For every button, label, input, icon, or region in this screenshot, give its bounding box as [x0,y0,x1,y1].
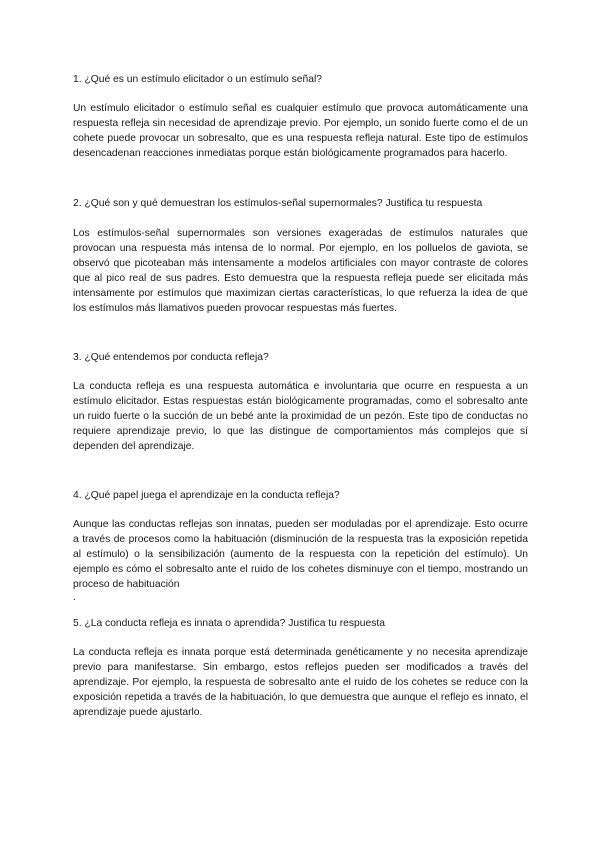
question-3-heading: 3. ¿Qué entendemos por conducta refleja? [73,352,269,363]
question-4-heading: 4. ¿Qué papel juega el aprendizaje en la conducta refleja? [73,490,340,501]
answer-1-paragraph: Un estímulo elicitador o estímulo señal es cualquier estímulo que provoca automáticamente una respuesta refleja sin necesidad de aprendizaje previo. Por ejemplo, un sonido fuerte como el de un cohete puede provocar un sobresalto, que es una respuesta refleja natural. Este tipo de estímulos desencadenan reacciones inmediatas porque están biológicamente programados para hacerlo. [73,103,528,159]
question-1-heading: 1. ¿Qué es un estímulo elicitador o un estímulo señal? [73,74,322,85]
answer-3-paragraph: La conducta refleja es una respuesta automática e involuntaria que ocurre en respuesta a un estímulo elicitador. Estas respuestas están biológicamente programadas, como el sobresalto ante un ruido fuerte o la succión de un bebé ante la proximidad de un pezón. Este tipo de conductas no requiere aprendizaje previo, lo que las distingue de comportamientos más complejos que sí dependen del aprendizaje. [73,381,528,452]
answer-5-paragraph: La conducta refleja es innata porque está determinada genéticamente y no necesita aprendizaje previo para manifestarse. Sin embargo, estos reflejos pueden ser modificados a través del aprendizaje. Por ejemplo, la respuesta de sobresalto ante el ruido de los cohetes se reduce con la exposición repetida a través de la habituación, lo que demuestra que aunque el reflejo es innato, el aprendizaje puede ajustarlo. [73,647,528,718]
question-5-heading: 5. ¿La conducta refleja es innata o aprendida? Justifica tu respuesta [73,618,385,629]
answer-4-paragraph: Aunque las conductas reflejas son innatas, pueden ser moduladas por el aprendizaje. Esto ocurre a través de procesos como la habituación (disminución de la respuesta tras la exposición repetida al estímulo) o la sensibilización (aumento de la respuesta con la repetición del estímulo). Un ejemplo es cómo el sobresalto ante el ruido de los cohetes disminuye con el tiempo, mostrando un proceso de habituación [73,519,528,590]
question-2-heading: 2. ¿Qué son y qué demuestran los estímulos-señal supernormales? Justifica tu respuesta [73,198,483,209]
answer-4-trailing-period: . [73,592,76,603]
document-page [73,72,528,720]
answer-2-paragraph: Los estímulos-señal supernormales son versiones exageradas de estímulos naturales que provocan una respuesta más intensa de lo normal. Por ejemplo, en los polluelos de gaviota, se observó que picoteaban más intensamente a modelos artificiales con mayor contraste de colores que al pico real de sus padres. Esto demuestra que la respuesta refleja puede ser elicitada más intensamente por estímulos que maximizan ciertas características, lo que refuerza la idea de que los estímulos más llamativos pueden provocar respuestas más fuertes. [73,228,528,314]
